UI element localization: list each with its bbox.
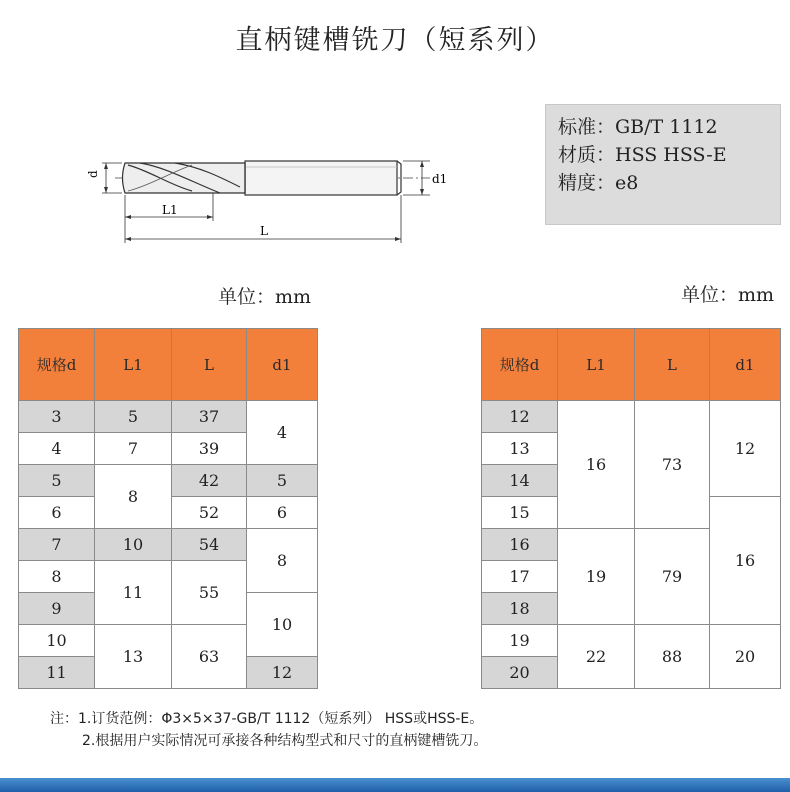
cell-d: 16 — [482, 529, 558, 561]
table-row — [19, 401, 318, 433]
header-L1: L1 — [558, 329, 635, 401]
cell-L: 55 — [172, 561, 247, 625]
note-line-1: 注：1.订货范例：Φ3×5×37-GB/T 1112（短系列） HSS或HSS-E。 — [50, 711, 484, 727]
cell-d1: 12 — [247, 657, 318, 689]
bottom-bar — [0, 778, 790, 792]
header-L: L — [635, 329, 710, 401]
cell-L: 39 — [172, 433, 247, 465]
cell-L: 42 — [172, 465, 247, 497]
spec-table-left — [18, 328, 318, 689]
spec-material: 材质：HSS HSS-E — [558, 144, 727, 166]
spec-standard: 标准：GB/T 1112 — [558, 116, 718, 138]
cell-L1: 13 — [95, 625, 172, 689]
cell-L: 88 — [635, 625, 710, 689]
cell-d: 6 — [19, 497, 95, 529]
cell-d1: 6 — [247, 497, 318, 529]
cell-d: 9 — [19, 593, 95, 625]
notes — [50, 708, 487, 752]
drawing-label-L: L — [260, 224, 268, 238]
cell-d1: 10 — [247, 593, 318, 657]
cell-L: 37 — [172, 401, 247, 433]
cell-d1: 5 — [247, 465, 318, 497]
cell-d: 4 — [19, 433, 95, 465]
header-d: 规格d — [482, 329, 558, 401]
header-d: 规格d — [19, 329, 95, 401]
cell-d: 13 — [482, 433, 558, 465]
table-row — [19, 465, 318, 497]
unit-label-left: 单位：mm — [218, 286, 312, 308]
cell-d: 5 — [19, 465, 95, 497]
cell-L: 63 — [172, 625, 247, 689]
spec-table-right — [481, 328, 781, 689]
cell-d: 8 — [19, 561, 95, 593]
cell-d: 12 — [482, 401, 558, 433]
cell-d: 11 — [19, 657, 95, 689]
cell-L1: 19 — [558, 529, 635, 625]
cell-d: 7 — [19, 529, 95, 561]
page-title: 直柄键槽铣刀（短系列） — [235, 25, 555, 56]
table-header-row — [19, 329, 318, 401]
drawing-label-L1: L1 — [162, 203, 178, 217]
cell-d1: 4 — [247, 401, 318, 465]
cell-d1: 8 — [247, 529, 318, 593]
cell-d: 20 — [482, 657, 558, 689]
cell-d: 10 — [19, 625, 95, 657]
drawing-label-d: d — [86, 170, 100, 178]
cell-d1: 16 — [710, 497, 781, 625]
cell-d: 15 — [482, 497, 558, 529]
cell-L: 79 — [635, 529, 710, 625]
unit-label-right: 单位：mm — [681, 284, 775, 306]
header-d1: d1 — [247, 329, 318, 401]
table-header-row — [482, 329, 781, 401]
table-row — [482, 401, 781, 433]
spec-box — [545, 104, 781, 225]
cell-L1: 22 — [558, 625, 635, 689]
note-line-2: 2.根据用户实际情况可承接各种结构型式和尺寸的直柄键槽铣刀。 — [82, 733, 488, 749]
cell-d: 17 — [482, 561, 558, 593]
cell-L1: 8 — [95, 465, 172, 529]
cell-L1: 7 — [95, 433, 172, 465]
cell-d: 14 — [482, 465, 558, 497]
cell-L1: 5 — [95, 401, 172, 433]
spec-precision: 精度：e8 — [558, 172, 639, 194]
cell-L: 52 — [172, 497, 247, 529]
cell-d1: 12 — [710, 401, 781, 497]
table-row — [19, 529, 318, 561]
table-row — [482, 625, 781, 657]
cell-d: 19 — [482, 625, 558, 657]
drawing-label-d1: d1 — [432, 172, 448, 186]
cell-d1: 20 — [710, 625, 781, 689]
cell-d: 3 — [19, 401, 95, 433]
cell-d: 18 — [482, 593, 558, 625]
header-L: L — [172, 329, 247, 401]
cell-L1: 10 — [95, 529, 172, 561]
cell-L1: 16 — [558, 401, 635, 529]
header-L1: L1 — [95, 329, 172, 401]
cell-L1: 11 — [95, 561, 172, 625]
header-d1: d1 — [710, 329, 781, 401]
cell-L: 73 — [635, 401, 710, 529]
cutter-drawing — [80, 145, 450, 259]
cell-L: 54 — [172, 529, 247, 561]
